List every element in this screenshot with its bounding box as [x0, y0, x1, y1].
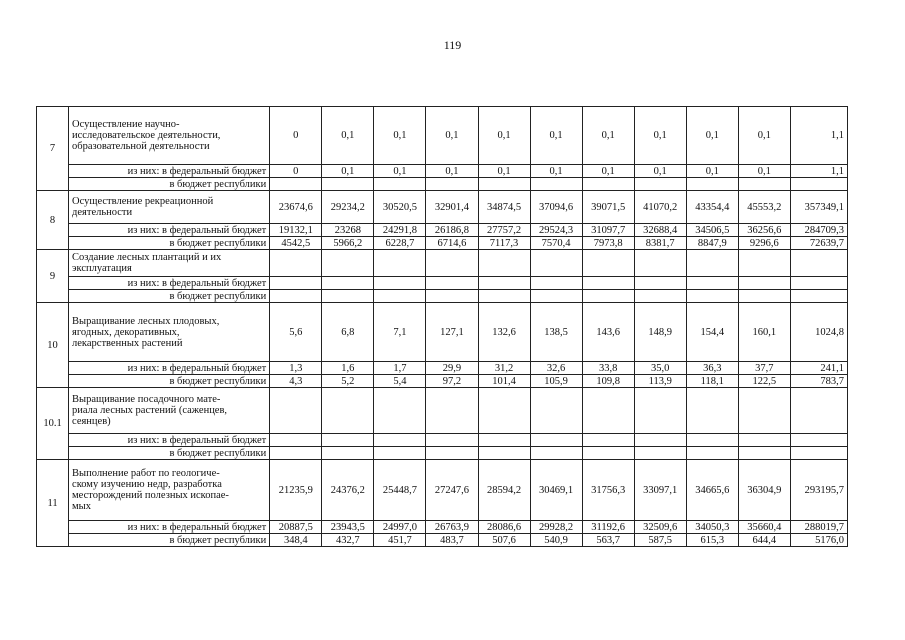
row-number: 7	[37, 107, 69, 191]
value-cell: 0,1	[426, 107, 478, 165]
row-title	[69, 388, 270, 434]
row-title-line: сеянцев)	[72, 416, 111, 427]
value-cell	[322, 290, 374, 303]
row-number: 10.1	[37, 388, 69, 460]
value-cell: 143,6	[582, 303, 634, 362]
value-cell: 1,1	[790, 107, 847, 165]
row-number: 9	[37, 250, 69, 303]
value-cell: 357349,1	[790, 191, 847, 224]
value-cell: 5,6	[270, 303, 322, 362]
value-cell: 31,2	[478, 362, 530, 375]
value-cell: 1,3	[270, 362, 322, 375]
subrow-label-federal: из них: в федеральный бюджет	[69, 224, 270, 237]
value-cell	[738, 250, 790, 277]
table-subrow-federal	[37, 521, 848, 534]
row-number: 10	[37, 303, 69, 388]
value-cell: 36,3	[686, 362, 738, 375]
value-cell	[322, 388, 374, 434]
value-cell	[374, 447, 426, 460]
table-subrow-federal	[37, 277, 848, 290]
value-cell	[738, 447, 790, 460]
value-cell	[322, 250, 374, 277]
value-cell: 1,6	[322, 362, 374, 375]
value-cell: 31756,3	[582, 460, 634, 521]
value-cell	[478, 447, 530, 460]
subrow-label-federal: из них: в федеральный бюджет	[69, 362, 270, 375]
row-title-line: риала лесных растений (саженцев,	[72, 405, 228, 416]
value-cell	[634, 178, 686, 191]
row-title	[69, 107, 270, 165]
row-title-line: Создание лесных плантаций и их	[72, 252, 222, 263]
value-cell: 28594,2	[478, 460, 530, 521]
value-cell: 35,0	[634, 362, 686, 375]
value-cell	[582, 178, 634, 191]
value-cell	[582, 277, 634, 290]
value-cell: 8847,9	[686, 237, 738, 250]
value-cell	[426, 388, 478, 434]
subrow-label-republic: в бюджет республики	[69, 534, 270, 547]
value-cell	[686, 178, 738, 191]
value-cell: 36304,9	[738, 460, 790, 521]
value-cell	[738, 388, 790, 434]
value-cell: 0	[270, 165, 322, 178]
value-cell: 45553,2	[738, 191, 790, 224]
value-cell: 41070,2	[634, 191, 686, 224]
value-cell: 6,8	[322, 303, 374, 362]
value-cell: 0,1	[478, 107, 530, 165]
value-cell: 23268	[322, 224, 374, 237]
value-cell	[738, 290, 790, 303]
table-row	[37, 303, 848, 362]
subrow-label-republic: в бюджет республики	[69, 447, 270, 460]
value-cell: 32509,6	[634, 521, 686, 534]
value-cell: 148,9	[634, 303, 686, 362]
row-number: 11	[37, 460, 69, 547]
value-cell: 24997,0	[374, 521, 426, 534]
value-cell: 0,1	[686, 165, 738, 178]
value-cell: 20887,5	[270, 521, 322, 534]
value-cell	[322, 447, 374, 460]
row-number: 8	[37, 191, 69, 250]
value-cell	[634, 290, 686, 303]
row-title-line: исследовательское деятельности,	[72, 130, 221, 141]
value-cell	[738, 178, 790, 191]
value-cell: 97,2	[426, 375, 478, 388]
subrow-label-republic: в бюджет республики	[69, 237, 270, 250]
value-cell	[426, 290, 478, 303]
value-cell: 105,9	[530, 375, 582, 388]
value-cell: 1,7	[374, 362, 426, 375]
subrow-label-federal: из них: в федеральный бюджет	[69, 277, 270, 290]
value-cell: 4,3	[270, 375, 322, 388]
value-cell: 113,9	[634, 375, 686, 388]
table-subrow-republic	[37, 534, 848, 547]
value-cell	[530, 447, 582, 460]
value-cell: 23674,6	[270, 191, 322, 224]
value-cell: 783,7	[790, 375, 847, 388]
value-cell: 7,1	[374, 303, 426, 362]
value-cell: 31192,6	[582, 521, 634, 534]
value-cell: 21235,9	[270, 460, 322, 521]
row-title-line: мых	[72, 501, 91, 512]
table-row	[37, 107, 848, 165]
value-cell	[686, 434, 738, 447]
value-cell	[686, 277, 738, 290]
value-cell	[426, 434, 478, 447]
value-cell: 0,1	[634, 165, 686, 178]
row-title-line: Осуществление научно-	[72, 119, 180, 130]
value-cell	[634, 388, 686, 434]
value-cell	[530, 388, 582, 434]
value-cell: 138,5	[530, 303, 582, 362]
table-subrow-republic	[37, 237, 848, 250]
value-cell: 43354,4	[686, 191, 738, 224]
value-cell: 0,1	[374, 107, 426, 165]
row-title-line: образовательной деятельности	[72, 141, 210, 152]
value-cell: 160,1	[738, 303, 790, 362]
value-cell	[790, 290, 847, 303]
value-cell: 30520,5	[374, 191, 426, 224]
value-cell: 0,1	[530, 107, 582, 165]
value-cell: 8381,7	[634, 237, 686, 250]
row-title	[69, 191, 270, 224]
value-cell: 284709,3	[790, 224, 847, 237]
value-cell	[530, 290, 582, 303]
value-cell	[374, 277, 426, 290]
value-cell: 27757,2	[478, 224, 530, 237]
value-cell	[790, 277, 847, 290]
value-cell: 540,9	[530, 534, 582, 547]
value-cell: 0,1	[478, 165, 530, 178]
row-title-line: скому изучению недр, разработка	[72, 479, 222, 490]
value-cell	[790, 250, 847, 277]
table-subrow-republic	[37, 447, 848, 460]
value-cell	[374, 434, 426, 447]
value-cell	[634, 447, 686, 460]
value-cell: 9296,6	[738, 237, 790, 250]
value-cell: 24376,2	[322, 460, 374, 521]
value-cell	[634, 434, 686, 447]
value-cell	[478, 178, 530, 191]
value-cell: 24291,8	[374, 224, 426, 237]
value-cell	[530, 178, 582, 191]
value-cell: 6714,6	[426, 237, 478, 250]
value-cell: 451,7	[374, 534, 426, 547]
value-cell	[374, 178, 426, 191]
value-cell	[270, 434, 322, 447]
value-cell: 0,1	[738, 107, 790, 165]
value-cell: 34050,3	[686, 521, 738, 534]
value-cell: 33097,1	[634, 460, 686, 521]
value-cell: 109,8	[582, 375, 634, 388]
value-cell: 23943,5	[322, 521, 374, 534]
value-cell: 1,1	[790, 165, 847, 178]
table-subrow-republic	[37, 375, 848, 388]
value-cell	[582, 388, 634, 434]
value-cell: 0	[270, 107, 322, 165]
value-cell: 0,1	[634, 107, 686, 165]
value-cell	[738, 434, 790, 447]
value-cell: 0,1	[374, 165, 426, 178]
value-cell	[478, 290, 530, 303]
subrow-label-federal: из них: в федеральный бюджет	[69, 165, 270, 178]
table-row	[37, 191, 848, 224]
subrow-label-republic: в бюджет республики	[69, 178, 270, 191]
value-cell	[634, 277, 686, 290]
value-cell: 122,5	[738, 375, 790, 388]
value-cell: 34665,6	[686, 460, 738, 521]
value-cell	[270, 250, 322, 277]
row-title	[69, 303, 270, 362]
table-subrow-federal	[37, 362, 848, 375]
value-cell: 118,1	[686, 375, 738, 388]
value-cell: 241,1	[790, 362, 847, 375]
row-title-line: Выращивание посадочного мате-	[72, 394, 221, 405]
value-cell: 563,7	[582, 534, 634, 547]
value-cell: 293195,7	[790, 460, 847, 521]
page-number: 119	[443, 38, 462, 52]
table-row	[37, 250, 848, 277]
row-title	[69, 250, 270, 277]
value-cell: 7973,8	[582, 237, 634, 250]
value-cell	[790, 388, 847, 434]
value-cell: 615,3	[686, 534, 738, 547]
row-title-line: эксплуатация	[72, 263, 132, 274]
value-cell: 37094,6	[530, 191, 582, 224]
subrow-label-federal: из них: в федеральный бюджет	[69, 434, 270, 447]
value-cell	[478, 388, 530, 434]
subrow-label-republic: в бюджет республики	[69, 290, 270, 303]
value-cell: 587,5	[634, 534, 686, 547]
row-title-line: ягодных, декоративных,	[72, 326, 180, 338]
row-title-line: лекарственных растений	[72, 337, 183, 349]
subrow-label-republic: в бюджет республики	[69, 375, 270, 388]
value-cell	[478, 277, 530, 290]
value-cell	[582, 290, 634, 303]
value-cell: 0,1	[686, 107, 738, 165]
value-cell	[582, 447, 634, 460]
value-cell: 32688,4	[634, 224, 686, 237]
table-subrow-republic	[37, 178, 848, 191]
value-cell: 6228,7	[374, 237, 426, 250]
row-title-line: Осуществление рекреационной	[72, 196, 214, 207]
value-cell: 288019,7	[790, 521, 847, 534]
value-cell	[426, 250, 478, 277]
value-cell: 101,4	[478, 375, 530, 388]
row-title-line: месторождений полезных ископае-	[72, 490, 229, 501]
value-cell: 31097,7	[582, 224, 634, 237]
value-cell	[270, 447, 322, 460]
value-cell: 5176,0	[790, 534, 847, 547]
value-cell: 5966,2	[322, 237, 374, 250]
budget-table	[36, 106, 848, 547]
table-row	[37, 460, 848, 521]
value-cell: 33,8	[582, 362, 634, 375]
value-cell	[374, 290, 426, 303]
value-cell: 36256,6	[738, 224, 790, 237]
value-cell: 644,4	[738, 534, 790, 547]
value-cell	[790, 178, 847, 191]
value-cell	[530, 277, 582, 290]
value-cell: 27247,6	[426, 460, 478, 521]
value-cell: 432,7	[322, 534, 374, 547]
value-cell: 0,1	[582, 165, 634, 178]
value-cell: 32901,4	[426, 191, 478, 224]
value-cell: 37,7	[738, 362, 790, 375]
value-cell: 0,1	[582, 107, 634, 165]
value-cell: 483,7	[426, 534, 478, 547]
row-title-line: Выполнение работ по геологиче-	[72, 468, 220, 479]
value-cell	[478, 434, 530, 447]
value-cell: 348,4	[270, 534, 322, 547]
value-cell: 29524,3	[530, 224, 582, 237]
value-cell	[686, 388, 738, 434]
value-cell	[374, 388, 426, 434]
value-cell	[634, 250, 686, 277]
value-cell: 507,6	[478, 534, 530, 547]
value-cell	[322, 277, 374, 290]
value-cell: 26186,8	[426, 224, 478, 237]
value-cell: 35660,4	[738, 521, 790, 534]
value-cell	[686, 290, 738, 303]
value-cell: 29928,2	[530, 521, 582, 534]
value-cell: 32,6	[530, 362, 582, 375]
value-cell	[686, 447, 738, 460]
value-cell	[738, 277, 790, 290]
value-cell: 25448,7	[374, 460, 426, 521]
value-cell: 4542,5	[270, 237, 322, 250]
value-cell	[426, 178, 478, 191]
value-cell	[790, 434, 847, 447]
value-cell: 0,1	[738, 165, 790, 178]
value-cell: 29,9	[426, 362, 478, 375]
value-cell: 1024,8	[790, 303, 847, 362]
subrow-label-federal: из них: в федеральный бюджет	[69, 521, 270, 534]
value-cell: 28086,6	[478, 521, 530, 534]
value-cell: 34874,5	[478, 191, 530, 224]
table-subrow-republic	[37, 290, 848, 303]
value-cell	[582, 250, 634, 277]
value-cell	[478, 250, 530, 277]
value-cell: 34506,5	[686, 224, 738, 237]
value-cell: 26763,9	[426, 521, 478, 534]
value-cell	[270, 178, 322, 191]
value-cell: 0,1	[530, 165, 582, 178]
value-cell	[790, 447, 847, 460]
value-cell: 5,4	[374, 375, 426, 388]
value-cell: 7570,4	[530, 237, 582, 250]
value-cell: 154,4	[686, 303, 738, 362]
row-title-line: деятельности	[72, 207, 133, 218]
value-cell	[270, 277, 322, 290]
table-subrow-federal	[37, 165, 848, 178]
table-row	[37, 388, 848, 434]
value-cell	[270, 290, 322, 303]
value-cell: 0,1	[426, 165, 478, 178]
value-cell	[322, 434, 374, 447]
row-title	[69, 460, 270, 521]
value-cell: 0,1	[322, 165, 374, 178]
value-cell	[270, 388, 322, 434]
value-cell	[426, 277, 478, 290]
value-cell	[530, 250, 582, 277]
table-subrow-federal	[37, 434, 848, 447]
table-subrow-federal	[37, 224, 848, 237]
value-cell: 39071,5	[582, 191, 634, 224]
value-cell: 19132,1	[270, 224, 322, 237]
row-title-line: Выращивание лесных плодовых,	[72, 315, 220, 327]
value-cell: 0,1	[322, 107, 374, 165]
value-cell: 30469,1	[530, 460, 582, 521]
value-cell	[686, 250, 738, 277]
value-cell: 127,1	[426, 303, 478, 362]
value-cell: 72639,7	[790, 237, 847, 250]
value-cell: 5,2	[322, 375, 374, 388]
value-cell	[322, 178, 374, 191]
value-cell: 29234,2	[322, 191, 374, 224]
value-cell: 132,6	[478, 303, 530, 362]
value-cell	[582, 434, 634, 447]
value-cell	[530, 434, 582, 447]
value-cell: 7117,3	[478, 237, 530, 250]
value-cell	[374, 250, 426, 277]
value-cell	[426, 447, 478, 460]
